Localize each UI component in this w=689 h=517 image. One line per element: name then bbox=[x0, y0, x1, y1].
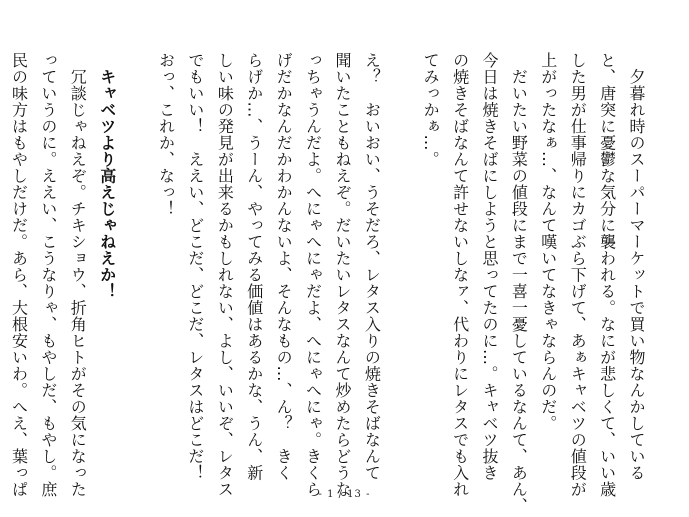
text-line: おっ、これか、なっ！ bbox=[156, 52, 176, 217]
text-line: 民の味方はもやしだけだ。あら、大根安いわ。へえ、葉っぱ bbox=[9, 52, 29, 498]
text-line: っていうのに。ええい、こうなりゃ、もやしだ、もやし。庶 bbox=[38, 52, 58, 498]
text-line: の焼きそばなんて許せないしなァ、代わりにレタスでも入れ bbox=[450, 52, 470, 498]
page-indicator: - 1 / 13 - bbox=[318, 489, 371, 500]
text-line: しい味の発見が出来るかもしれない、よし、いいぞ、レタス bbox=[215, 52, 235, 498]
text-line: 今日は焼きそばにしようと思ってたのに…。キャベツ抜き bbox=[479, 52, 499, 481]
text-line: げだかなんだかわかんないよ、そんなもの…、ん？ きく bbox=[274, 52, 294, 481]
text-line: だいたい野菜の値段にまで一喜一憂しているなんて、あん、 bbox=[509, 52, 529, 514]
blank-line bbox=[386, 52, 415, 482]
text-line: 夕暮れ時のスーパーマーケットで買い物なんかしている bbox=[627, 52, 646, 481]
text-line: 冗談じゃねえぞ。チキショウ、折角ヒトがその気になった bbox=[68, 52, 88, 498]
text-line: っちゃうんだよ。へにゃへにゃだよ、へにゃへにゃ。きくら bbox=[303, 52, 323, 498]
text-line: え？ おいおい、うそだろ、レタス入りの焼きそばなんて bbox=[362, 52, 382, 481]
text-line: でもいい！ ええい、どこだ、どこだ、レタスはどこだ！ bbox=[185, 52, 205, 481]
text-line: てみっかぁ…。 bbox=[421, 52, 441, 168]
bold-text-line: キャベツより高えじゃねえか！ bbox=[97, 52, 117, 300]
text-line: 聞いたこともねえぞ。だいたいレタスなんて炒めたらどうな bbox=[332, 52, 352, 498]
blank-line bbox=[122, 52, 151, 482]
text-line: らげか…、うーん、やってみる価値はあるかな、うん、新 bbox=[244, 52, 264, 481]
text-line: した男が仕事帰りにカゴぶら下げて、あぁキャベツの値段が bbox=[568, 52, 588, 498]
text-line: と、唐突に憂鬱な気分に襲われる。なにが悲しくて、いい歳 bbox=[597, 52, 617, 498]
text-line: 上がったなぁ…、なんて嘆いてなきゃならんのだ。 bbox=[538, 52, 558, 432]
